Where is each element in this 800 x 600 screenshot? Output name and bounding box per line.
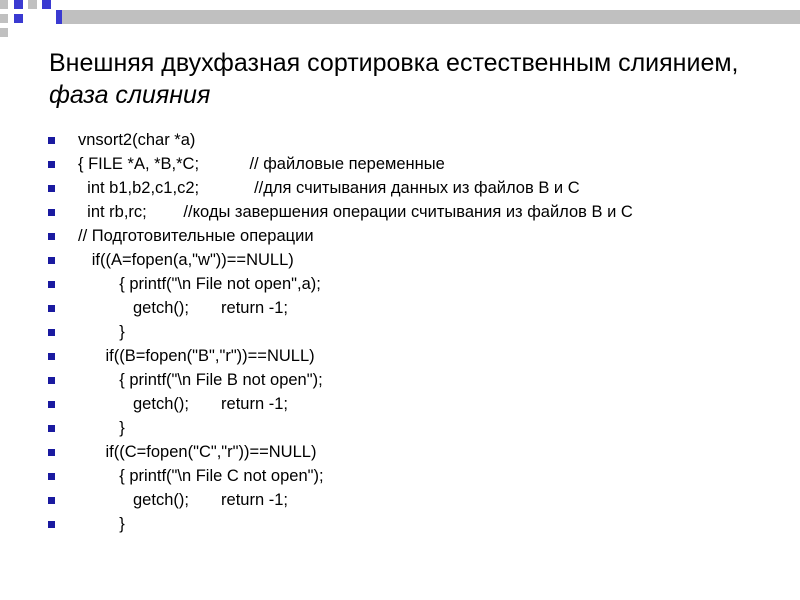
deco-square xyxy=(42,0,51,9)
slide-title xyxy=(49,47,769,111)
code-line-text: getch(); return -1; xyxy=(78,299,288,317)
code-line-text: int rb,rc; //коды завершения операции считывания из файлов B и C xyxy=(78,203,633,221)
code-line xyxy=(0,176,800,200)
deco-square xyxy=(14,14,23,23)
square-bullet-icon xyxy=(48,497,55,504)
square-bullet-icon xyxy=(48,473,55,480)
square-bullet-icon xyxy=(48,281,55,288)
code-line-text: int b1,b2,c1,c2; //для считывания данных из файлов B и C xyxy=(78,179,580,197)
deco-rule xyxy=(0,37,800,38)
square-bullet-icon xyxy=(48,449,55,456)
code-line xyxy=(0,200,800,224)
code-line xyxy=(0,488,800,512)
square-bullet-icon xyxy=(48,257,55,264)
code-line xyxy=(0,464,800,488)
code-line xyxy=(0,368,800,392)
header-decoration xyxy=(0,0,800,40)
code-line xyxy=(0,512,800,536)
code-line xyxy=(0,344,800,368)
code-line xyxy=(0,440,800,464)
code-line-text: } xyxy=(78,323,125,341)
code-line-text: if((B=fopen("B","r"))==NULL) xyxy=(78,347,315,365)
code-line-text: { printf("\n File C not open"); xyxy=(78,467,324,485)
deco-square xyxy=(14,0,23,9)
square-bullet-icon xyxy=(48,161,55,168)
code-bullet-list xyxy=(0,128,800,536)
code-line-text: // Подготовительные операции xyxy=(78,227,314,245)
code-line-text: if((A=fopen(a,"w"))==NULL) xyxy=(78,251,294,269)
deco-square xyxy=(28,0,37,9)
square-bullet-icon xyxy=(48,521,55,528)
slide-title-italic: фаза слияния xyxy=(49,81,211,109)
code-line xyxy=(0,248,800,272)
deco-square xyxy=(0,14,8,23)
code-line xyxy=(0,392,800,416)
code-line xyxy=(0,320,800,344)
code-line-text: getch(); return -1; xyxy=(78,395,288,413)
square-bullet-icon xyxy=(48,401,55,408)
code-line-text: { FILE *A, *B,*C; // файловые переменные xyxy=(78,155,445,173)
deco-square xyxy=(0,0,8,9)
square-bullet-icon xyxy=(48,137,55,144)
code-line xyxy=(0,272,800,296)
code-line-text: } xyxy=(78,419,125,437)
slide-title-main: Внешняя двухфазная сортировка естественным слиянием, xyxy=(49,49,739,77)
code-line-text: getch(); return -1; xyxy=(78,491,288,509)
code-line xyxy=(0,296,800,320)
code-line-text: } xyxy=(78,515,125,533)
code-line-text: if((C=fopen("C","r"))==NULL) xyxy=(78,443,317,461)
deco-band xyxy=(62,10,800,24)
code-line xyxy=(0,152,800,176)
code-line-text: vnsort2(char *a) xyxy=(78,131,196,149)
deco-square xyxy=(0,28,8,37)
square-bullet-icon xyxy=(48,377,55,384)
code-line xyxy=(0,224,800,248)
square-bullet-icon xyxy=(48,305,55,312)
square-bullet-icon xyxy=(48,353,55,360)
square-bullet-icon xyxy=(48,233,55,240)
code-line xyxy=(0,416,800,440)
code-line xyxy=(0,128,800,152)
square-bullet-icon xyxy=(48,329,55,336)
code-line-text: { printf("\n File not open",a); xyxy=(78,275,321,293)
square-bullet-icon xyxy=(48,209,55,216)
square-bullet-icon xyxy=(48,185,55,192)
square-bullet-icon xyxy=(48,425,55,432)
code-line-text: { printf("\n File B not open"); xyxy=(78,371,323,389)
